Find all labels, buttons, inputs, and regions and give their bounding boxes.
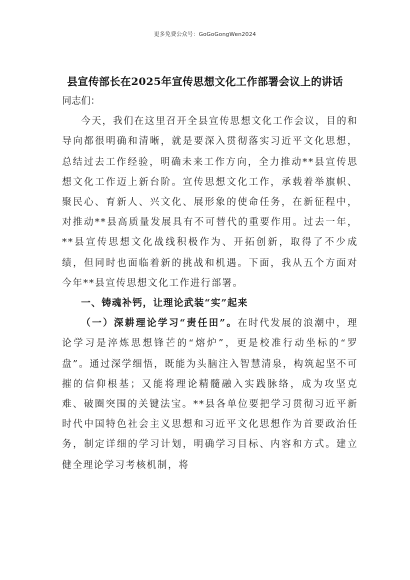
document-body <box>62 92 358 476</box>
subsection-heading-1: （一）深耕理论学习“责任田”。 <box>81 318 238 330</box>
subsection-paragraph-1 <box>62 314 358 476</box>
salutation: 同志们： <box>62 96 101 107</box>
intro-paragraph: 今天，我们在这里召开全县宣传思想文化工作会议，目的和导向都很明确和清晰，就是要深入贯彻落实习近平文化思想，总结过去工作经验，明确未来工作方向，全力推动**县宣传思想文化工作迈上新台阶。宣传思想文化工作，承载着举旗帜、聚民心、育新人、兴文化、展形象的使命任务，在新征程中，对推动**县高质量发展具有不可替代的重要作用。过去一年，**县宣传思想文化战线积极作为、开拓创新，取得了不少成绩，但同时也面临着新的挑战和机遇。下面，我从五个方面对今年**县宣传思想文化工作进行部署。 <box>62 116 358 289</box>
speech-title: 县宣传部长在2025年宣传思想文化工作部署会议上的讲话 <box>66 76 344 88</box>
header-note: 更多免费公众号：GoGoGongWen2024 <box>153 32 257 38</box>
subsection-body-1: 在时代发展的浪潮中，理论学习是淬炼思想锋芒的“熔炉”，更是校准行动坐标的“罗盘”。通过深学细悟，既能为头脑注入智慧清泉，构筑起坚不可摧的信仰根基；又能将理论精髓融入实践脉络，成为攻坚克难、破圈突围的关键法宝。**县各单位要把学习贯彻习近平新时代中国特色社会主义思想和习近平文化思想作为首要政治任务，制定详细的学习计划，明确学习目标、内容和方式。建立健全理论学习考核机制，将 <box>62 318 358 471</box>
section-heading-1: 一、铸魂补钙，让理论武装“实”起来 <box>81 298 249 310</box>
